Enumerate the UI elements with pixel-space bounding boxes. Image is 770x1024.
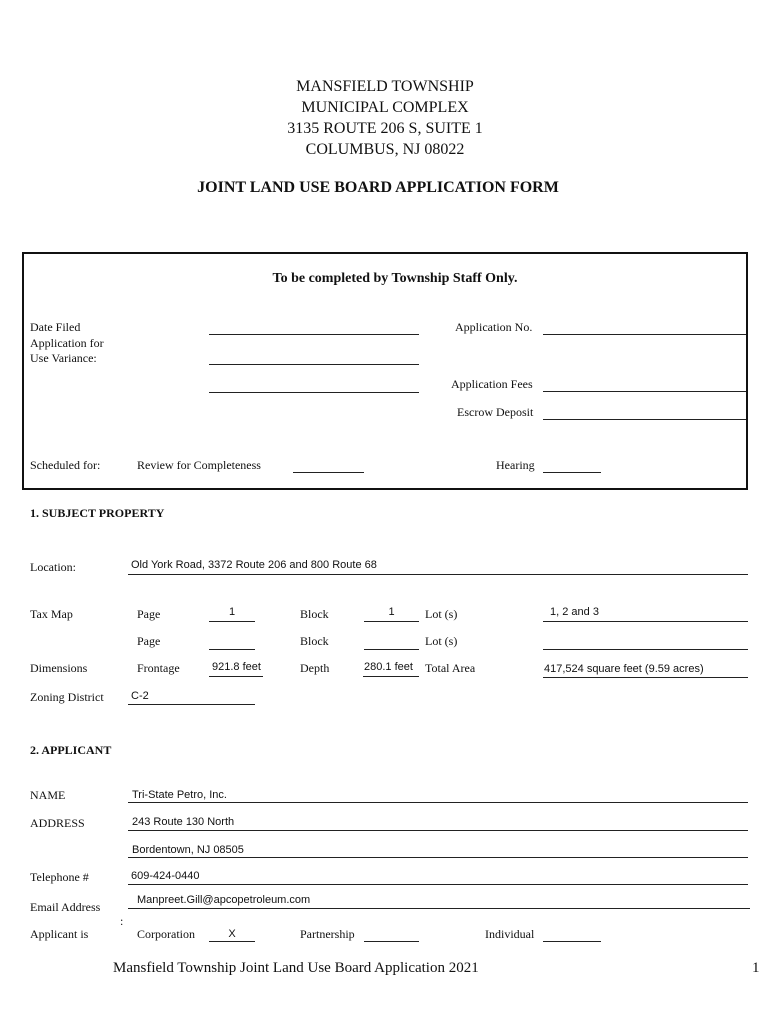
footer-text: Mansfield Township Joint Land Use Board Application 2021 <box>113 960 479 976</box>
date-filed-field[interactable] <box>209 334 419 335</box>
depth-field[interactable] <box>363 676 419 677</box>
location-value: Old York Road, 3372 Route 206 and 800 Route 68 <box>131 559 377 571</box>
name-field[interactable] <box>128 802 748 803</box>
corporation-field[interactable] <box>209 941 255 942</box>
email-label: Email Address <box>30 900 101 914</box>
page-label-2: Page <box>137 634 161 648</box>
corporation-mark: X <box>228 928 236 940</box>
section2-heading: 2. APPLICANT <box>30 743 112 757</box>
address-line2-field[interactable] <box>128 857 748 858</box>
address-line1-field[interactable] <box>128 830 748 831</box>
lot-label-2: Lot (s) <box>425 634 458 648</box>
header-city: COLUMBUS, NJ 08022 <box>305 141 465 158</box>
frontage-field[interactable] <box>209 676 263 677</box>
header-complex: MUNICIPAL COMPLEX <box>301 99 469 116</box>
staff-box-heading: To be completed by Township Staff Only. <box>272 271 518 286</box>
review-label: Review for Completeness <box>137 458 261 472</box>
tax-map-label: Tax Map <box>30 607 73 621</box>
individual-field[interactable] <box>543 941 601 942</box>
lot-field[interactable] <box>543 621 748 622</box>
frontage-label: Frontage <box>137 661 180 675</box>
review-field[interactable] <box>293 472 364 473</box>
total-area-label: Total Area <box>425 661 476 675</box>
block-field[interactable] <box>364 621 419 622</box>
use-variance-field[interactable] <box>209 364 419 365</box>
telephone-label: Telephone # <box>30 870 89 884</box>
application-fees-label: Application Fees <box>451 377 533 391</box>
hearing-label: Hearing <box>496 458 535 472</box>
dimensions-label: Dimensions <box>30 661 88 675</box>
telephone-field[interactable] <box>128 884 748 885</box>
total-area-field[interactable] <box>543 677 748 678</box>
name-label: NAME <box>30 788 66 802</box>
application-no-field[interactable] <box>543 334 746 335</box>
page-field-2[interactable] <box>209 649 255 650</box>
lot-value: 1, 2 and 3 <box>550 606 599 618</box>
hearing-field[interactable] <box>543 472 601 473</box>
section1-heading: 1. SUBJECT PROPERTY <box>30 506 165 520</box>
lot-field-2[interactable] <box>543 649 748 650</box>
frontage-value: 921.8 feet <box>212 661 261 673</box>
location-label: Location: <box>30 560 76 574</box>
page-label: Page <box>137 607 161 621</box>
applicant-is-label: Applicant is <box>30 927 89 941</box>
staff-blank-field[interactable] <box>209 392 419 393</box>
telephone-value: 609-424-0440 <box>131 870 200 882</box>
escrow-deposit-label: Escrow Deposit <box>457 405 534 419</box>
individual-label: Individual <box>485 927 535 941</box>
use-variance-label-2: Use Variance: <box>30 351 97 365</box>
location-field[interactable] <box>128 574 748 575</box>
partnership-field[interactable] <box>364 941 419 942</box>
zoning-label: Zoning District <box>30 690 104 704</box>
applicant-colon: : <box>120 914 124 928</box>
page-field[interactable] <box>209 621 255 622</box>
email-field[interactable] <box>128 908 750 909</box>
page-number: 1 <box>752 960 760 976</box>
block-value: 1 <box>388 606 395 618</box>
escrow-deposit-field[interactable] <box>543 419 746 420</box>
block-field-2[interactable] <box>364 649 419 650</box>
block-label-2: Block <box>300 634 329 648</box>
scheduled-for-label: Scheduled for: <box>30 458 101 472</box>
form-title: JOINT LAND USE BOARD APPLICATION FORM <box>197 179 559 196</box>
partnership-label: Partnership <box>300 927 355 941</box>
zoning-value: C-2 <box>131 690 149 702</box>
lot-label: Lot (s) <box>425 607 458 621</box>
address-line1-value: 243 Route 130 North <box>132 816 235 828</box>
staff-only-box <box>22 252 748 490</box>
application-no-label: Application No. <box>455 320 533 334</box>
date-filed-label: Date Filed <box>30 320 81 334</box>
header-township: MANSFIELD TOWNSHIP <box>296 78 474 95</box>
address-label: ADDRESS <box>30 816 85 830</box>
name-value: Tri-State Petro, Inc. <box>132 789 227 801</box>
page-value: 1 <box>228 606 236 618</box>
application-fees-field[interactable] <box>543 391 746 392</box>
zoning-field[interactable] <box>128 704 255 705</box>
depth-value: 280.1 feet <box>364 661 413 673</box>
total-area-value: 417,524 square feet (9.59 acres) <box>544 663 704 675</box>
email-value: Manpreet.Gill@apcopetroleum.com <box>137 894 311 906</box>
address-line2-value: Bordentown, NJ 08505 <box>132 844 244 856</box>
use-variance-label-1: Application for <box>30 336 104 350</box>
corporation-label: Corporation <box>137 927 195 941</box>
depth-label: Depth <box>300 661 330 675</box>
header-address: 3135 ROUTE 206 S, SUITE 1 <box>287 120 483 137</box>
block-label: Block <box>300 607 329 621</box>
